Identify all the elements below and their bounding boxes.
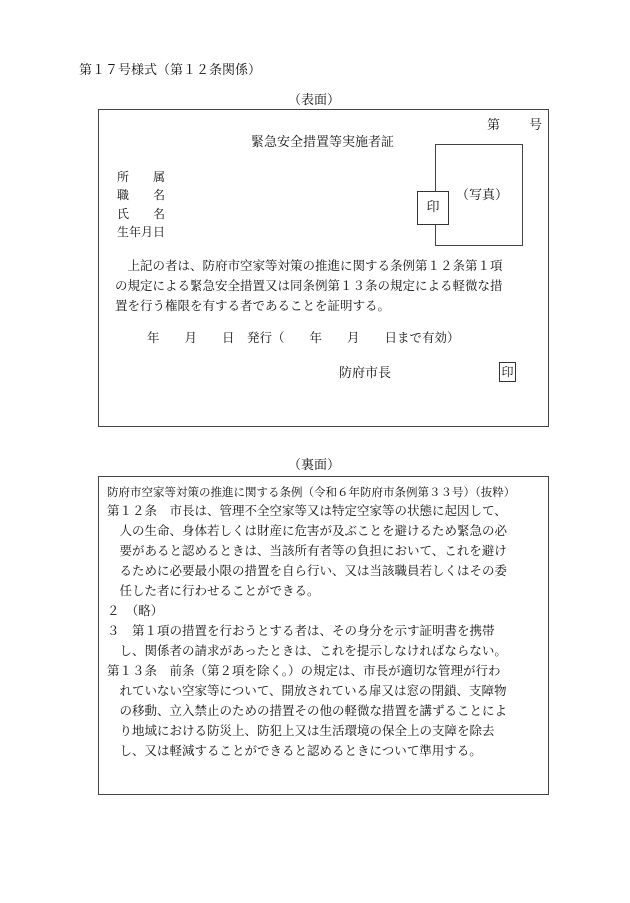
- ordinance-line: し、関係者の請求があったときは、これを提示しなければならない。: [107, 643, 507, 658]
- certificate-body-line-2: の規定による緊急安全措置又は同条例第１３条の規定による軽微な措: [115, 278, 503, 293]
- field-affiliation: 所 属: [117, 170, 166, 184]
- mayor-seal: 印: [499, 362, 516, 382]
- front-card: [98, 109, 549, 427]
- ordinance-line: 第１２条 市長は、管理不全空家等又は特定空家等の状態に起因して、: [107, 503, 507, 518]
- ordinance-line: 人の生命、身体若しくは財産に危害が及ぶことを避けるため緊急の必: [107, 523, 508, 538]
- seal-stamp: 印: [417, 191, 449, 225]
- ordinance-line: 任した者に行わせることができる。: [107, 583, 320, 598]
- mayor-title: 防府市長: [339, 366, 392, 381]
- ordinance-line: し、又は軽減することができると認めるときについて準用する。: [107, 743, 482, 758]
- ordinance-line: ２ （略）: [107, 603, 164, 618]
- field-name: 氏 名: [117, 207, 166, 221]
- photo-label: （写真）: [456, 188, 509, 203]
- ordinance-line: の移動、立入禁止のための措置その他の軽微な措置を講ずることによ: [107, 703, 508, 718]
- field-position: 職 名: [117, 188, 166, 202]
- certificate-title: 緊急安全措置等実施者証: [251, 135, 395, 150]
- back-card: [98, 476, 549, 795]
- number-dai: 第: [487, 118, 501, 133]
- back-heading: （裏面）: [288, 458, 341, 473]
- certificate-body-line-1: 上記の者は、防府市空家等対策の推進に関する条例第１２条第１項: [115, 258, 503, 273]
- ordinance-line: 第１３条 前条（第２項を除く。）の規定は、市長が適切な管理が行わ: [107, 663, 501, 678]
- certificate-body-line-3: 置を行う権限を有する者であることを証明する。: [115, 298, 391, 313]
- field-birthdate: 生年月日: [117, 225, 166, 239]
- form-title: 第１７号様式（第１２条関係）: [79, 63, 262, 78]
- ordinance-line: り地域における防災上、防犯上又は生活環境の保全上の支障を除去: [107, 723, 495, 738]
- ordinance-title: 防府市空家等対策の推進に関する条例（令和６年防府市条例第３３号）（抜粋）: [107, 485, 516, 499]
- ordinance-line: ３ 第１項の措置を行おうとする者は、その身分を示す証明書を携帯: [107, 623, 495, 638]
- ordinance-line: れていない空家等について、開放されている扉又は窓の閉鎖、支障物: [107, 683, 507, 698]
- ordinance-line: るために必要最小限の措置を自ら行い、又は当該職員若しくはその委: [107, 563, 508, 578]
- issue-date-line: 年 月 日 発行（ 年 月 日まで有効）: [147, 330, 460, 345]
- ordinance-line: 要があると認めるときは、当該所有者等の負担において、これを避け: [107, 543, 507, 558]
- front-heading: （表面）: [288, 93, 341, 108]
- number-go: 号: [529, 118, 543, 133]
